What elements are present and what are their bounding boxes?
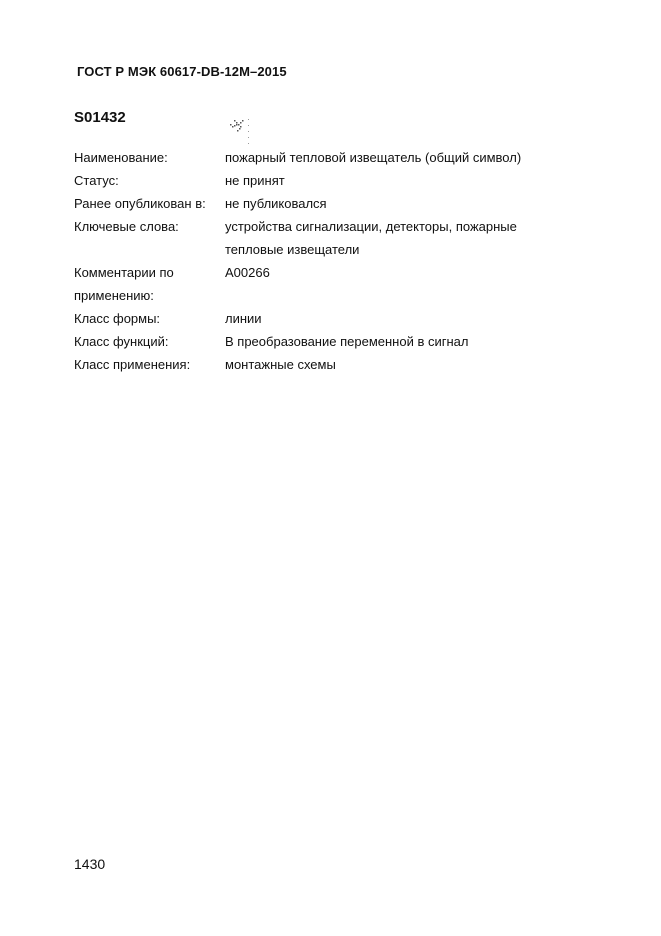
page-number: 1430 (74, 856, 106, 872)
property-label: Статус: (74, 173, 119, 188)
property-value: A00266 (225, 265, 270, 280)
property-row-form-class (74, 307, 574, 330)
property-value: линии (225, 311, 262, 326)
property-value-line: устройства сигнализации, детекторы, пожарные (225, 219, 517, 234)
property-label: Класс функций: (74, 334, 169, 349)
standard-title: ГОСТ Р МЭК 60617-DB-12M–2015 (77, 64, 287, 79)
heat-detector-symbol-icon (226, 116, 256, 146)
property-row-published (74, 192, 574, 215)
property-label: Класс применения: (74, 357, 191, 372)
symbol-code: S01432 (74, 109, 126, 126)
property-label: Класс формы: (74, 311, 161, 326)
property-label: Ключевые слова: (74, 219, 179, 234)
property-value: монтажные схемы (225, 357, 336, 372)
property-value-line: тепловые извещатели (225, 242, 360, 257)
property-row-name (74, 146, 574, 169)
property-table (74, 146, 574, 376)
property-value: B преобразование переменной в сигнал (225, 334, 469, 349)
property-label-line: применению: (74, 288, 154, 303)
property-value: не публиковался (225, 196, 327, 211)
property-row-keywords (74, 215, 574, 261)
property-value (225, 215, 574, 261)
property-label: Наименование: (74, 150, 168, 165)
property-label-line: Комментарии по (74, 265, 174, 280)
property-row-application-class (74, 353, 574, 376)
property-value: пожарный тепловой извещатель (общий символ) (225, 150, 522, 165)
property-value: не принят (225, 173, 285, 188)
property-row-status (74, 169, 574, 192)
property-label (74, 261, 225, 307)
property-row-function-class (74, 330, 574, 353)
property-label: Ранее опубликован в: (74, 196, 206, 211)
property-row-comments (74, 261, 574, 307)
